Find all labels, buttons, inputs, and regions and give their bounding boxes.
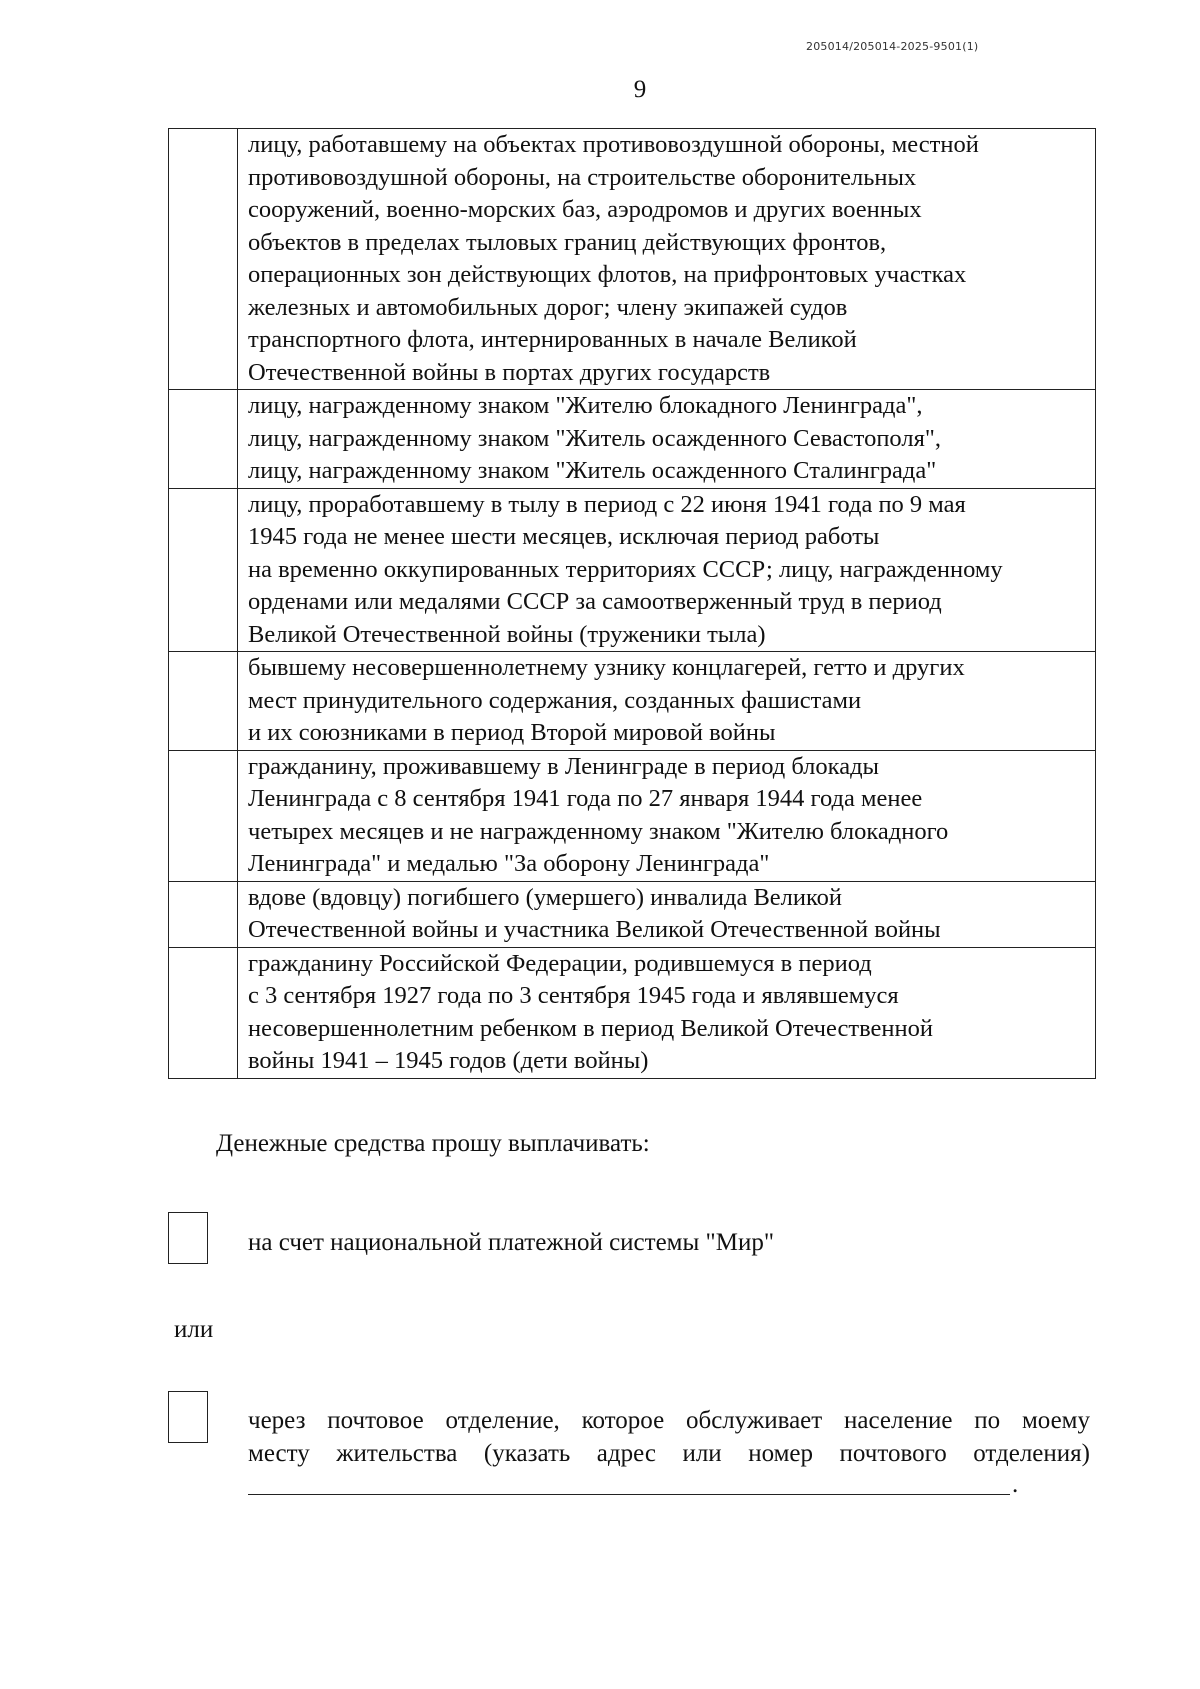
benefit-description-line: лицу, награжденному знаком "Житель осажденного Сталинграда" — [248, 457, 937, 484]
benefit-description-line: Великой Отечественной войны (труженики тыла) — [248, 620, 766, 648]
address-field-period: . — [1012, 1471, 1019, 1498]
benefit-description-line: несовершеннолетним ребенком в период Великой Отечественной — [248, 1014, 933, 1042]
benefit-row — [169, 947, 1096, 1078]
benefit-description-line: бывшему несовершеннолетнему узнику концлагерей, гетто и других — [248, 654, 965, 681]
benefit-description-cell — [238, 750, 1096, 881]
benefit-checkbox-cell[interactable] — [169, 488, 238, 652]
benefit-description-line: вдове (вдовцу) погибшего (умершего) инвалида Великой — [248, 883, 843, 911]
benefit-description-cell — [238, 652, 1096, 751]
benefit-description-line: лицу, награжденному знаком "Житель осажденного Севастополя", — [248, 424, 941, 452]
benefit-row — [169, 129, 1096, 390]
benefit-description-line: Ленинграда с 8 сентября 1941 года по 27 января 1944 года менее — [248, 785, 923, 812]
benefit-checkbox-cell[interactable] — [169, 947, 238, 1078]
benefit-description-line: мест принудительного содержания, созданных фашистами — [248, 686, 862, 714]
benefit-description-line: орденами или медалями СССР за самоотверженный труд в период — [248, 588, 942, 615]
payment-post-office-checkbox[interactable] — [168, 1391, 208, 1443]
benefit-description-line: гражданину, проживавшему в Ленинграде в период блокады — [248, 752, 879, 780]
benefit-description-line: операционных зон действующих флотов, на прифронтовых участках — [248, 261, 967, 288]
benefit-row — [169, 488, 1096, 652]
benefit-description-line: с 3 сентября 1927 года по 3 сентября 1945 года и являвшемуся — [248, 982, 899, 1009]
benefit-description-cell — [238, 390, 1096, 489]
benefit-description-line: гражданину Российской Федерации, родившемуся в период — [248, 949, 872, 977]
page-number: 9 — [633, 76, 647, 103]
benefit-row — [169, 390, 1096, 489]
benefit-description-cell — [238, 129, 1096, 390]
benefit-description-line: лицу, работавшему на объектах противовоздушной обороны, местной — [248, 131, 979, 158]
benefit-description-line: лицу, награжденному знаком "Жителю блокадного Ленинграда", — [248, 392, 923, 419]
benefit-description-line: Ленинграда" и медалью "За оборону Ленинграда" — [248, 850, 770, 877]
benefit-checkbox-cell[interactable] — [169, 129, 238, 390]
benefit-description-line: противовоздушной обороны, на строительстве оборонительных — [248, 163, 917, 191]
benefit-checkbox-cell[interactable] — [169, 390, 238, 489]
post-office-label-line: месту жительства (указать адрес или номер почтового отделения) — [248, 1440, 1090, 1467]
benefit-description-line: и их союзниками в период Второй мировой войны — [248, 719, 776, 746]
benefit-description-cell — [238, 488, 1096, 652]
benefit-category-table — [168, 128, 1096, 1079]
benefit-description-line: объектов в пределах тыловых границ действующих фронтов, — [248, 228, 887, 256]
benefit-description-cell — [238, 947, 1096, 1078]
post-office-address-field[interactable] — [248, 1494, 1010, 1495]
benefit-description-line: сооружений, военно-морских баз, аэродромов и других военных — [248, 196, 922, 223]
document-id: 205014/205014-2025-9501(1) — [806, 40, 979, 53]
benefit-description-line: лицу, проработавшему в тылу в период с 22 июня 1941 года по 9 мая — [248, 490, 966, 518]
benefit-description-line: транспортного флота, интернированных в начале Великой — [248, 326, 857, 353]
benefit-checkbox-cell[interactable] — [169, 652, 238, 751]
benefit-row — [169, 750, 1096, 881]
benefit-description-line: Отечественной войны в портах других государств — [248, 358, 771, 386]
benefit-description-line: Отечественной войны и участника Великой Отечественной войны — [248, 916, 941, 943]
benefit-checkbox-cell[interactable] — [169, 881, 238, 947]
benefit-description-line: войны 1941 – 1945 годов (дети войны) — [248, 1047, 649, 1074]
payment-mir-checkbox[interactable] — [168, 1212, 208, 1264]
benefit-row — [169, 881, 1096, 947]
or-separator: или — [174, 1316, 214, 1343]
payment-post-office-label — [248, 1404, 1090, 1470]
benefit-description-line: 1945 года не менее шести месяцев, исключая период работы — [248, 523, 880, 550]
payment-intro: Денежные средства прошу выплачивать: — [216, 1130, 650, 1157]
benefit-row — [169, 652, 1096, 751]
benefit-description-cell — [238, 881, 1096, 947]
payment-mir-label: на счет национальной платежной системы "Мир" — [248, 1229, 775, 1256]
benefit-checkbox-cell[interactable] — [169, 750, 238, 881]
post-office-label-line: через почтовое отделение, которое обслуживает население по моему — [248, 1407, 1090, 1434]
benefit-description-line: на временно оккупированных территориях СССР; лицу, награжденному — [248, 555, 1003, 583]
benefit-description-line: железных и автомобильных дорог; члену экипажей судов — [248, 293, 848, 321]
benefit-description-line: четырех месяцев и не награжденному знаком "Жителю блокадного — [248, 817, 949, 845]
